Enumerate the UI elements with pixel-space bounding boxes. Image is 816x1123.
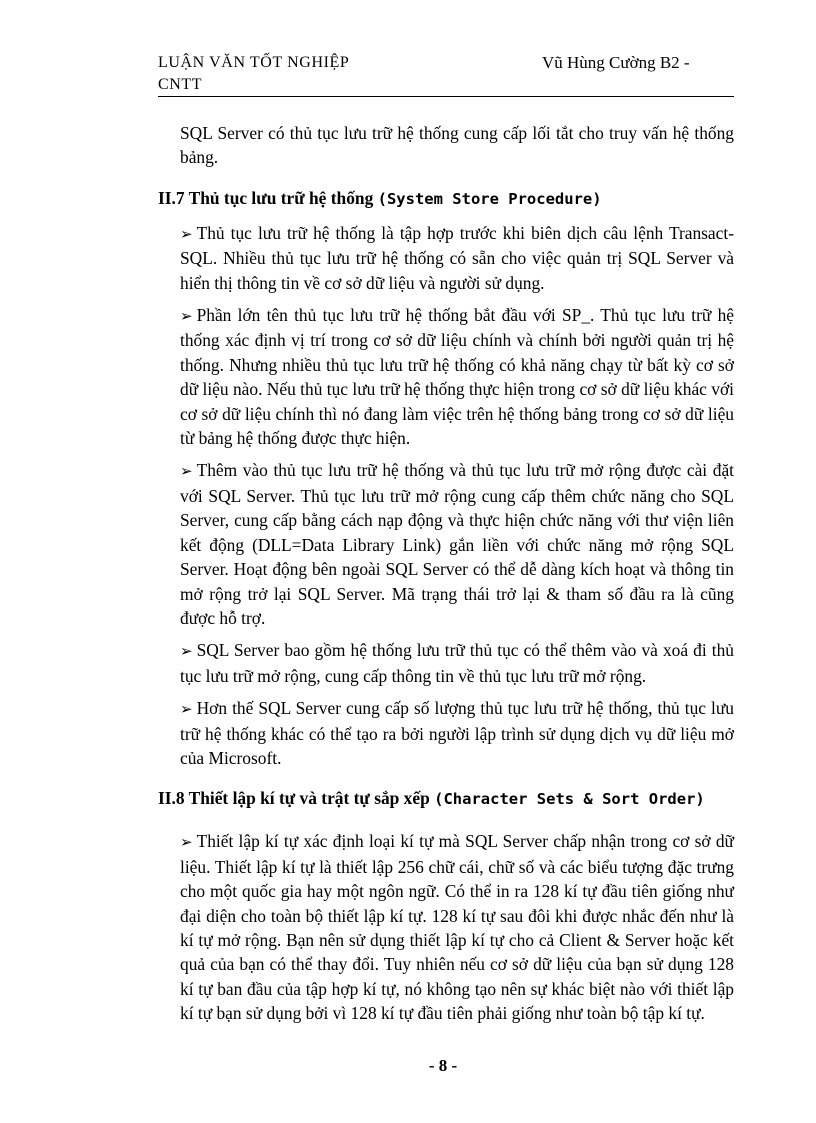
section-7-title: II.7 Thủ tục lưu trữ hệ thống xyxy=(158,187,378,208)
header-divider xyxy=(158,96,734,97)
bullet-text: SQL Server bao gồm hệ thống lưu trữ thủ tục có thể thêm vào và xoá đi thủ tục lưu trữ mở rộng, cung cấp thông tin về thủ tục lưu trữ mở rộng. xyxy=(180,640,734,686)
arrow-bullet-icon: ➢ xyxy=(180,833,193,852)
section-7-bullet xyxy=(180,303,734,450)
bullet-text: Thêm vào thủ tục lưu trữ hệ thống và thủ tục lưu trữ mở rộng được cài đặt với SQL Server. Thủ tục lưu trữ mở rộng cung cấp thêm chức năng cho SQL Server, cung cấp bằng cách nạp động và thực hiện chức năng với thư viện liên kết động (DLL=Data Library Link) gắn liền với chức năng mở rộng SQL Server. Hoạt động bên ngoài SQL Server có thể dễ dàng kích hoạt và thông tin mở rộng trở lại SQL Server. Mã trạng thái trở lại & tham số đầu ra là cũng được hỗ trợ. xyxy=(180,460,734,628)
intro-paragraph: SQL Server có thủ tục lưu trữ hệ thống cung cấp lối tắt cho truy vấn hệ thống bảng. xyxy=(180,123,734,168)
section-7-bullet xyxy=(180,638,734,688)
arrow-bullet-icon: ➢ xyxy=(180,224,193,243)
bullet-text: Phần lớn tên thủ tục lưu trữ hệ thống bắt đầu với SP_. Thủ tục lưu trữ hệ thống xác định vị trí trong cơ sở dữ liệu chính và chính bởi người quản trị hệ thống. Nhưng nhiều thủ tục lưu trữ hệ thống có khả năng chạy từ bất kỳ cơ sở dữ liệu nào. Nếu thủ tục lưu trữ hệ thống thực hiện trong cơ sở dữ liệu khác với cơ sở dữ liệu chính thì nó đang làm việc trên hệ thống bảng trong cơ sở dữ liệu từ bảng hệ thống được thực hiện. xyxy=(180,305,734,449)
bullet-text: Thủ tục lưu trữ hệ thống là tập hợp trước khi biên dịch câu lệnh Transact-SQL. Nhiều thủ tục lưu trữ hệ thống có sẵn cho việc quản trị SQL Server và hiển thị thông tin về cơ sở dữ liệu và người sử dụng. xyxy=(180,222,734,293)
section-heading-7 xyxy=(158,186,734,211)
section-8-title: II.8 Thiết lập kí tự và trật tự sắp xếp xyxy=(158,788,435,809)
arrow-bullet-icon: ➢ xyxy=(180,642,193,661)
section-heading-8 xyxy=(158,786,734,811)
arrow-bullet-icon: ➢ xyxy=(180,462,193,481)
section-8-title-english: (Character Sets & Sort Order) xyxy=(434,790,705,809)
section-8-bullet xyxy=(180,829,734,1025)
bullet-text: Thiết lập kí tự xác định loại kí tự mà SQL Server chấp nhận trong cơ sở dữ liệu. Thiết lập kí tự là thiết lập 256 chữ cái, chữ số và các biểu tượng đặc trưng cho một quốc gia hay một ngôn ngữ. Có thể in ra 128 kí tự đầu tiên giống như đại diện cho toàn bộ thiết lập kí tự. 128 kí tự sau đôi khi được nhắc đến như là kí tự mở rộng. Bạn nên sử dụng thiết lập kí tự cho cả Client & Server hoặc kết quả của bạn có thể thay đổi. Tuy nhiên nếu cơ sở dữ liệu của bạn sử dụng 128 kí tự ban đầu của tập hợp kí tự, nó không tạo nên sự khác biệt nào với thiết lập kí tự bạn sử dụng bởi vì 128 kí tự đầu tiên phải giống như toàn bộ tập kí tự. xyxy=(180,831,734,1024)
section-7-bullet xyxy=(180,696,734,770)
header-author: Vũ Hùng Cường B2 - xyxy=(542,53,690,72)
arrow-bullet-icon: ➢ xyxy=(180,307,193,326)
page-number: - 8 - xyxy=(428,1056,458,1075)
section-7-bullet xyxy=(180,458,734,630)
bullet-text: Hơn thế SQL Server cung cấp số lượng thủ tục lưu trữ hệ thống, thủ tục lưu trữ hệ thống khác có thể tạo ra bởi người lập trình sử dụng dịch vụ dữ liệu mở của Microsoft. xyxy=(180,698,734,768)
arrow-bullet-icon: ➢ xyxy=(180,700,193,719)
section-7-bullet xyxy=(180,221,734,295)
page-body xyxy=(158,121,734,1026)
header-department: CNTT xyxy=(158,76,203,93)
section-7-title-english: (System Store Procedure) xyxy=(377,189,602,208)
header-thesis-title: LUẬN VĂN TỐT NGHIỆP xyxy=(158,54,350,71)
